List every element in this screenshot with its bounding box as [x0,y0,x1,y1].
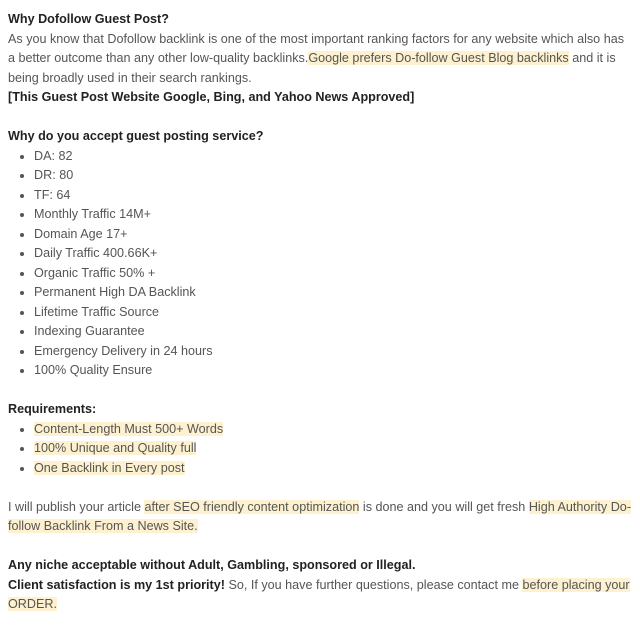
list-item-indexing: • Indexing Guarantee [34,322,632,342]
spacer [8,537,632,557]
intro-text: As you know that Dofollow backlink is one of the most important ranking factors for any website which also has a better outcome than any other low-quality backlinks. [8,31,624,65]
spacer [8,381,632,401]
spacer [8,478,632,498]
priority-note: Client satisfaction is my 1st priority! [8,577,225,592]
list-item-tf: • TF: 64 [34,186,632,206]
accept-heading: Why do you accept guest posting service? [8,129,264,143]
requirement-item [34,439,632,459]
list-item-permanent-backlink: • Permanent High DA Backlink [34,283,632,303]
list-item-emergency-delivery: • Emergency Delivery in 24 hours [34,342,632,362]
publish-text-1: I will publish your article [8,499,145,514]
requirements-list [8,420,632,479]
intro-highlight: Google prefers Do-follow Guest Blog backlinks [308,51,569,65]
intro-heading: Why Dofollow Guest Post? [8,12,169,26]
list-item-domain-age: • Domain Age 17+ [34,225,632,245]
approved-note: [This Guest Post Website Google, Bing, and Yahoo News Approved] [8,90,415,104]
requirement-text: 100% Unique and Quality full [34,441,197,455]
publish-paragraph [8,498,632,537]
list-item-organic-traffic: • Organic Traffic 50% + [34,264,632,284]
spacer [8,108,632,128]
intro-paragraph [8,30,632,89]
list-item-da: • DA: 82 [34,147,632,167]
closing-paragraph [8,576,632,615]
accept-list [8,147,632,381]
requirement-item [34,420,632,440]
publish-highlight-2: High Authority Do-follow Backlink From a News Site. [8,499,632,533]
requirement-item [34,459,632,479]
list-item-dr: • DR: 80 [34,166,632,186]
intro-tail: and it is being broadly used in their search rankings. [8,51,616,85]
closing-text: So, If you have further questions, please contact me [224,577,523,592]
requirements-heading: Requirements: [8,402,97,416]
list-item-quality: • 100% Quality Ensure [34,361,632,381]
list-item-lifetime-traffic: • Lifetime Traffic Source [34,303,632,323]
list-item-daily-traffic: • Daily Traffic 400.66K+ [34,244,632,264]
requirement-text: Content-Length Must 500+ Words [34,421,224,436]
publish-highlight-1: after SEO friendly content optimization [144,499,360,514]
publish-text-2: is done and you will get fresh [359,499,529,514]
closing-highlight: before placing your ORDER. [8,577,630,611]
requirement-text: One Backlink in Every post [34,460,185,475]
list-item-monthly-traffic: • Monthly Traffic 14M+ [34,205,632,225]
niche-note: Any niche acceptable without Adult, Gambling, sponsored or Illegal. [8,558,416,572]
